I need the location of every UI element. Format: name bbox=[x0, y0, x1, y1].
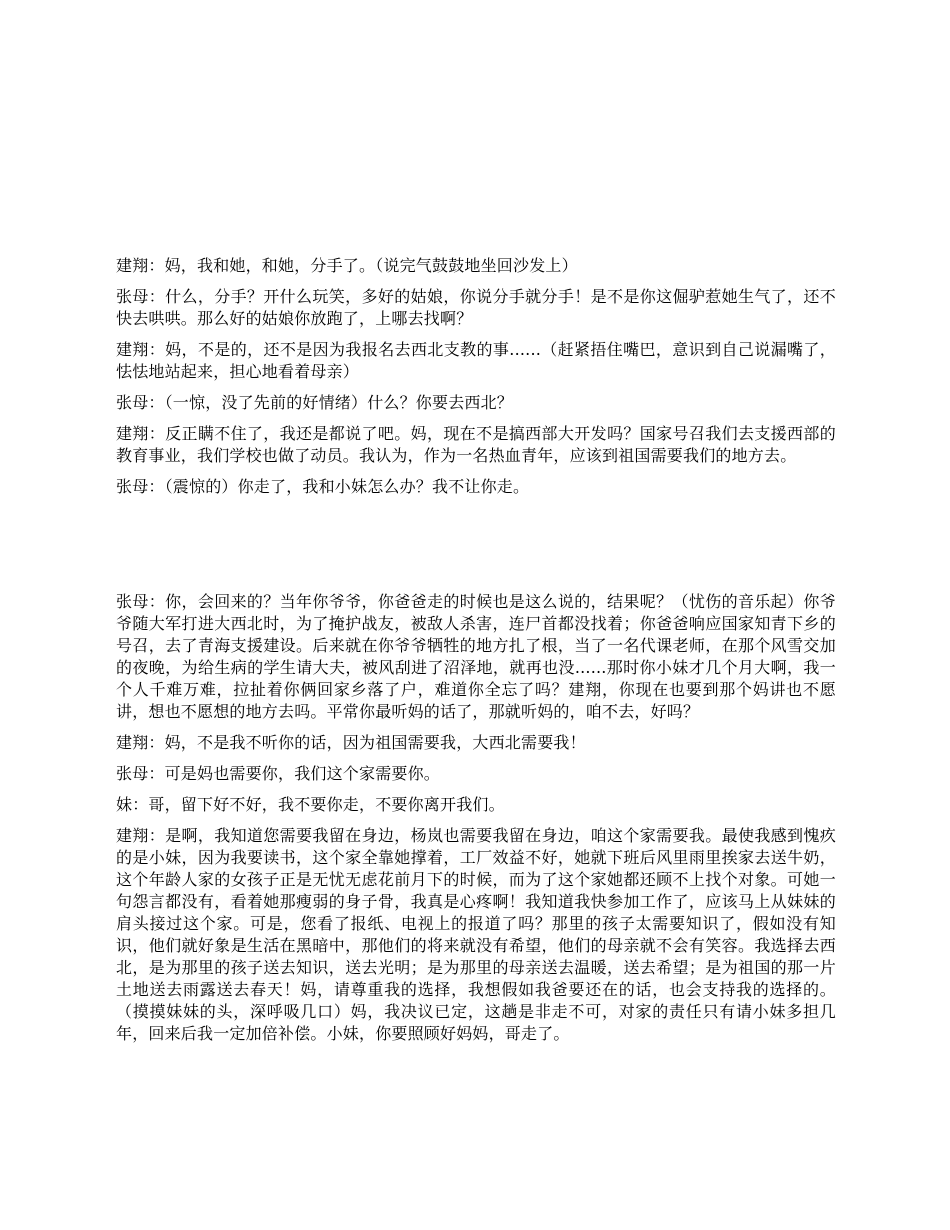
dialogue-line: 张母：（震惊的）你走了，我和小妹怎么办？我不让你走。 bbox=[116, 477, 530, 496]
dialogue-line: 张母：可是妈也需要你，我们这个家需要你。 bbox=[116, 764, 441, 783]
dialogue-line: 建翔：妈，我和她，和她，分手了。（说完气鼓鼓地坐回沙发上） bbox=[116, 256, 578, 275]
dialogue-line: 张母：你，会回来的？当年你爷爷，你爸爸走的时候也是这么说的，结果呢？（忧伤的音乐起）你爷爷随大军打进大西北时，为了掩护战友，被敌人杀害，连尸首都没找着；你爸爸响应国家知青下乡的号召，去了青海支援建设。后来就在你爷爷牺牲的地方扎了根，当了一名代课老师，在那个风雪交加的夜晚，为给生病的学生请大夫，被风刮进了沼泽地，就再也没......那时你小妹才几个月大啊，我一个人千难万难，拉扯着你俩回家乡落了户，难道你全忘了吗？建翔，你现在也要到那个妈讲也不愿讲，想也不愿想的地方去吗。平常你最听妈的话了，那就听妈的，咱不去，好吗？ bbox=[116, 592, 836, 721]
dialogue-line: 张母：什么，分手？开什么玩笑，多好的姑娘，你说分手就分手！是不是你这倔驴惹她生气了，还不快去哄哄。那么好的姑娘你放跑了，上哪去找啊？ bbox=[116, 287, 836, 328]
dialogue-line: 建翔：是啊，我知道您需要我留在身边，杨岚也需要我留在身边，咱这个家需要我。最使我感到愧疚的是小妹，因为我要读书，这个家全靠她撑着，工厂效益不好，她就下班后风里雨里挨家去送牛奶，这个年龄人家的女孩子正是无忧无虑花前月下的时候，而为了这个家她都还顾不上找个对象。可她一句怨言都没有，看着她那瘦弱的身子骨，我真是心疼啊！我知道我快参加工作了，应该马上从妹妹的肩头接过这个家。可是，您看了报纸、电视上的报道了吗？那里的孩子太需要知识了，假如没有知识，他们就好象是生活在黑暗中，那他们的将来就没有希望，他们的母亲就不会有笑容。我选择去西北，是为那里的孩子送去知识，送去光明；是为那里的母亲送去温暖，送去希望；是为祖国的那一片土地送去雨露送去春天！妈，请尊重我的选择，我想假如我爸要还在的话，也会支持我的选择的。（摸摸妹妹的头，深呼吸几口）妈，我决议已定，这趟是非走不可，对家的责任只有请小妹多担几年，回来后我一定加倍补偿。小妹，你要照顾好妈妈，哥走了。 bbox=[116, 826, 836, 1043]
dialogue-block-2 bbox=[116, 591, 836, 1054]
dialogue-block-1 bbox=[116, 255, 836, 507]
dialogue-line: 建翔：妈，不是我不听你的话，因为祖国需要我，大西北需要我！ bbox=[116, 733, 586, 752]
dialogue-line: 妹：哥，留下好不好，我不要你走，不要你离开我们。 bbox=[116, 795, 505, 814]
dialogue-line: 张母：（一惊，没了先前的好情绪）什么？你要去西北？ bbox=[116, 393, 514, 412]
dialogue-line: 建翔：妈，不是的，还不是因为我报名去西北支教的事......（赶紧捂住嘴巴，意识到自己说漏嘴了，怯怯地站起来，担心地看着母亲） bbox=[116, 340, 836, 381]
dialogue-line: 建翔：反正瞒不住了，我还是都说了吧。妈，现在不是搞西部大开发吗？国家号召我们去支援西部的教育事业，我们学校也做了动员。我认为，作为一名热血青年，应该到祖国需要我们的地方去。 bbox=[116, 424, 836, 465]
